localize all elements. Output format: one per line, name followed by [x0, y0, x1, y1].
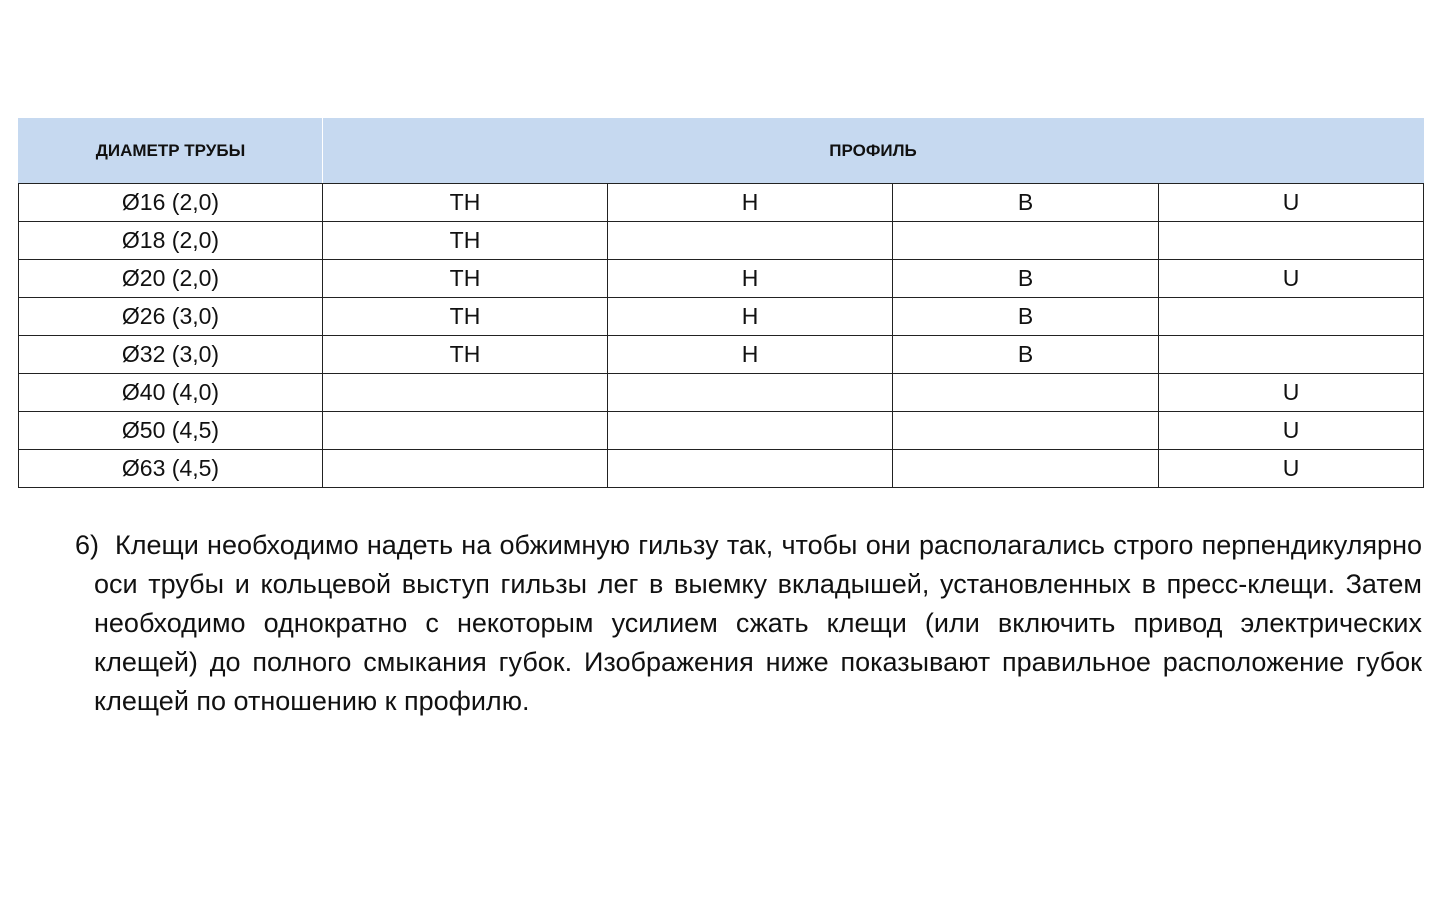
cell-profile: B: [893, 298, 1159, 336]
table-row: [19, 374, 1424, 412]
table-header-row: [19, 119, 1424, 184]
cell-profile: [608, 450, 893, 488]
cell-diameter: Ø50 (4,5): [19, 412, 323, 450]
cell-profile: U: [1159, 184, 1424, 222]
instruction-number: 6): [75, 530, 100, 560]
table-row: [19, 336, 1424, 374]
cell-profile: TH: [323, 222, 608, 260]
cell-profile: [1159, 222, 1424, 260]
cell-profile: [893, 374, 1159, 412]
cell-diameter: Ø40 (4,0): [19, 374, 323, 412]
cell-profile: U: [1159, 260, 1424, 298]
cell-profile: [323, 412, 608, 450]
cell-profile: H: [608, 184, 893, 222]
cell-profile: [893, 412, 1159, 450]
instruction-text: Клещи необходимо надеть на обжимную гильзу так, чтобы они располагались строго перпендикулярно оси трубы и кольцевой выступ гильзы лег в выемку вкладышей, установленных в пресс-клещи. Затем необходимо однократно с некоторым усилием сжать клещи (или включить привод электрических клещей) до полного смыкания губок. Изображения ниже показывают правильное расположение губок клещей по отношению к профилю.: [94, 530, 1422, 716]
instruction-paragraph: [75, 526, 1422, 721]
table-row: [19, 184, 1424, 222]
cell-diameter: Ø20 (2,0): [19, 260, 323, 298]
cell-profile: [608, 412, 893, 450]
cell-profile: B: [893, 260, 1159, 298]
cell-profile: [608, 222, 893, 260]
table-row: [19, 260, 1424, 298]
cell-diameter: Ø32 (3,0): [19, 336, 323, 374]
cell-profile: U: [1159, 374, 1424, 412]
table-row: [19, 412, 1424, 450]
cell-profile: [893, 450, 1159, 488]
cell-profile: B: [893, 184, 1159, 222]
cell-profile: TH: [323, 260, 608, 298]
cell-profile: TH: [323, 298, 608, 336]
header-profile: ПРОФИЛЬ: [323, 119, 1424, 184]
cell-diameter: Ø18 (2,0): [19, 222, 323, 260]
table-row: [19, 450, 1424, 488]
cell-profile: U: [1159, 412, 1424, 450]
cell-profile: [1159, 336, 1424, 374]
cell-profile: TH: [323, 184, 608, 222]
cell-profile: [323, 374, 608, 412]
cell-profile: [323, 450, 608, 488]
cell-profile: H: [608, 260, 893, 298]
cell-profile: B: [893, 336, 1159, 374]
table-row: [19, 298, 1424, 336]
cell-profile: U: [1159, 450, 1424, 488]
cell-profile: [1159, 298, 1424, 336]
cell-profile: [893, 222, 1159, 260]
cell-diameter: Ø63 (4,5): [19, 450, 323, 488]
cell-diameter: Ø16 (2,0): [19, 184, 323, 222]
cell-profile: H: [608, 298, 893, 336]
table-row: [19, 222, 1424, 260]
cell-profile: [608, 374, 893, 412]
profile-table: [18, 118, 1424, 488]
cell-profile: H: [608, 336, 893, 374]
cell-profile: TH: [323, 336, 608, 374]
header-diameter: ДИАМЕТР ТРУБЫ: [19, 119, 323, 184]
cell-diameter: Ø26 (3,0): [19, 298, 323, 336]
